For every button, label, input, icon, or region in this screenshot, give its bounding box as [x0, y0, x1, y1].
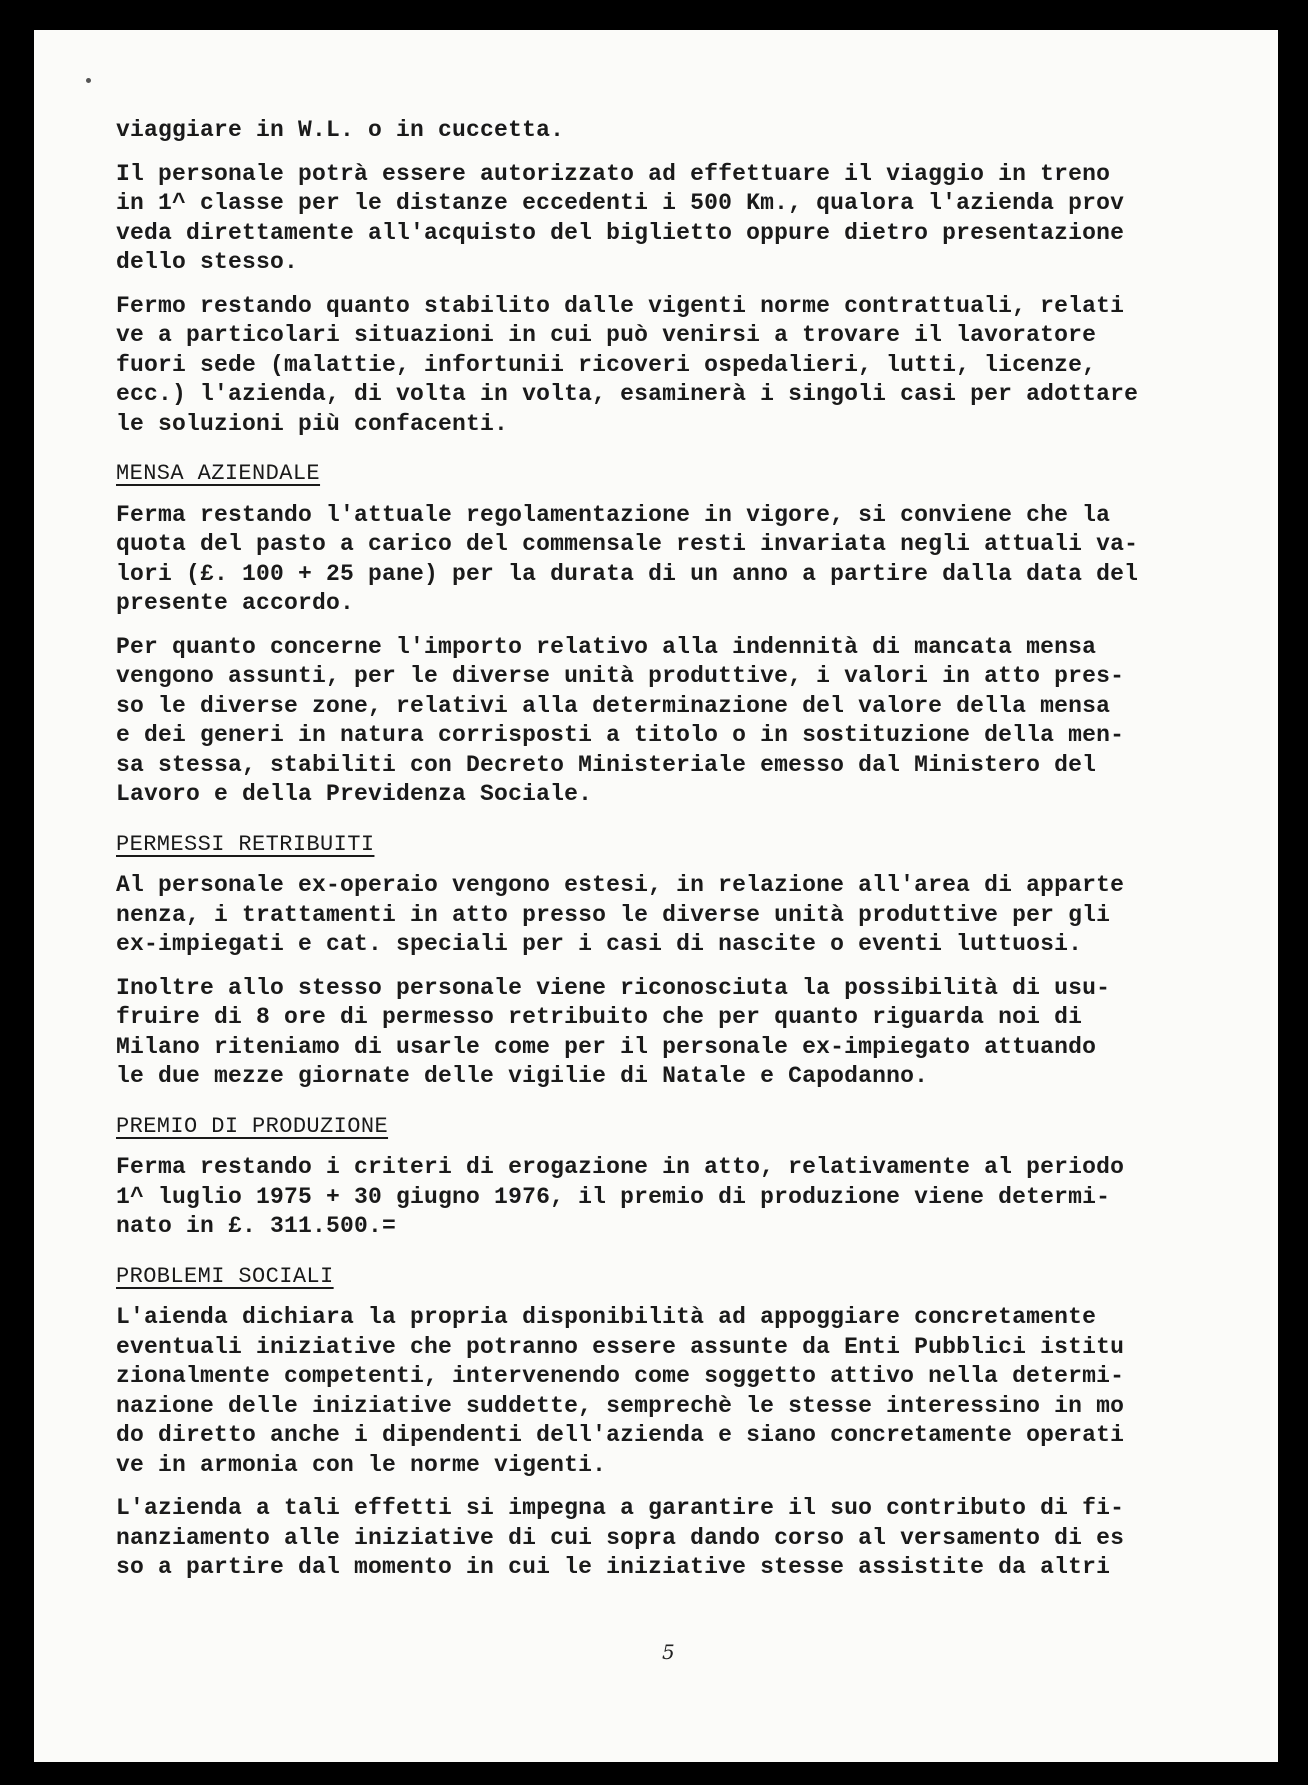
text-line: Fermo restando quanto stabilito dalle vigenti norme contrattuali, relati [116, 292, 1125, 319]
text-line: Inoltre allo stesso personale viene riconosciuta la possibilità di usu- [116, 974, 1111, 1001]
text-line: nanziamento alle iniziative di cui sopra dando corso al versamento di es [116, 1524, 1125, 1551]
text-line: le due mezze giornate delle vigilie di Natale e Capodanno. [116, 1063, 929, 1089]
text-line: nazione delle iniziative suddette, semprechè le stesse interessino in mo [116, 1392, 1125, 1419]
paragraph [116, 116, 1236, 146]
text-line: eventuali iniziative che potranno essere assunte da Enti Pubblici istitu [116, 1333, 1125, 1360]
text-line: fuori sede (malattie, infortunii ricoveri ospedalieri, lutti, licenze, [116, 351, 1097, 378]
text-line: le soluzioni più confacenti. [116, 410, 509, 437]
text-line: viaggiare in W.L. o in cuccetta. [116, 117, 565, 143]
text-line: L'aienda dichiara la propria disponibilità ad appoggiare concretamente [116, 1304, 1097, 1330]
text-line: dello stesso. [116, 249, 299, 275]
text-line: Ferma restando i criteri di erogazione in atto, relativamente al periodo [116, 1154, 1125, 1180]
text-line: ve a particolari situazioni in cui può venirsi a trovare il lavoratore [116, 322, 1097, 348]
text-line: in 1^ classe per le distanze eccedenti i 500 Km., qualora l'azienda prov [116, 190, 1125, 216]
paragraph [116, 1494, 1236, 1583]
paragraph [116, 160, 1236, 278]
text-line: sa stessa, stabiliti con Decreto Ministeriale emesso dal Ministero del [116, 751, 1097, 778]
paragraph [116, 1153, 1236, 1242]
text-line: fruire di 8 ore di permesso retribuito che per quanto riguarda noi di [116, 1004, 1083, 1030]
text-line: Milano riteniamo di usarle come per il personale ex-impiegato attuando [116, 1033, 1097, 1060]
text-line: L'azienda a tali effetti si impegna a garantire il suo contributo di fi- [116, 1495, 1125, 1521]
text-line: Lavoro e della Previdenza Sociale. [116, 781, 593, 807]
text-line: lori (£. 100 + 25 pane) per la durata di un anno a partire dalla data del [116, 560, 1139, 587]
paragraph [116, 501, 1236, 619]
text-line: ve in armonia con le norme vigenti. [116, 1451, 607, 1478]
text-line: Ferma restando l'attuale regolamentazione in vigore, si conviene che la [116, 501, 1111, 528]
section-heading: PROBLEMI SOCIALI [116, 1263, 334, 1289]
section-heading: PREMIO DI PRODUZIONE [116, 1113, 389, 1139]
text-line: so a partire dal momento in cui le iniziative stesse assistite da altri [116, 1554, 1111, 1580]
document-body [116, 116, 1236, 1597]
text-line: zionalmente competenti, intervenendo come soggetto attivo nella determi- [116, 1363, 1125, 1389]
text-line: presente accordo. [116, 590, 355, 616]
section-heading: MENSA AZIENDALE [116, 461, 321, 486]
text-line: Per quanto concerne l'importo relativo alla indennità di mancata mensa [116, 633, 1097, 660]
text-line: e dei generi in natura corrisposti a titolo o in sostituzione della men- [116, 722, 1125, 748]
ink-dot [86, 78, 91, 83]
text-line: do diretto anche i dipendenti dell'azienda e siano concretamente operati [116, 1422, 1125, 1448]
paragraph [116, 1303, 1236, 1480]
text-line: vengono assunti, per le diverse unità produttive, i valori in atto pres- [116, 663, 1125, 689]
text-line: 1^ luglio 1975 + 30 giugno 1976, il premio di produzione viene determi- [116, 1183, 1111, 1210]
paragraph [116, 633, 1236, 810]
text-line: quota del pasto a carico del commensale resti invariata negli attuali va- [116, 531, 1139, 557]
paragraph [116, 974, 1236, 1092]
text-line: nato in £. 311.500.= [116, 1213, 397, 1239]
text-line: veda direttamente all'acquisto del biglietto oppure dietro presentazione [116, 219, 1125, 246]
text-line: ecc.) l'azienda, di volta in volta, esaminerà i singoli casi per adottare [116, 381, 1139, 407]
paragraph [116, 871, 1236, 960]
text-line: so le diverse zone, relativi alla determinazione del valore della mensa [116, 692, 1111, 719]
section-heading: PERMESSI RETRIBUITI [116, 831, 375, 857]
document-page [34, 30, 1278, 1762]
page-number: 5 [662, 1640, 675, 1664]
text-line: ex-impiegati e cat. speciali per i casi di nascite o eventi luttuosi. [116, 931, 1083, 957]
text-line: Al personale ex-operaio vengono estesi, in relazione all'area di apparte [116, 872, 1125, 898]
paragraph [116, 292, 1236, 440]
text-line: Il personale potrà essere autorizzato ad effettuare il viaggio in treno [116, 160, 1111, 187]
text-line: nenza, i trattamenti in atto presso le diverse unità produttive per gli [116, 901, 1111, 928]
